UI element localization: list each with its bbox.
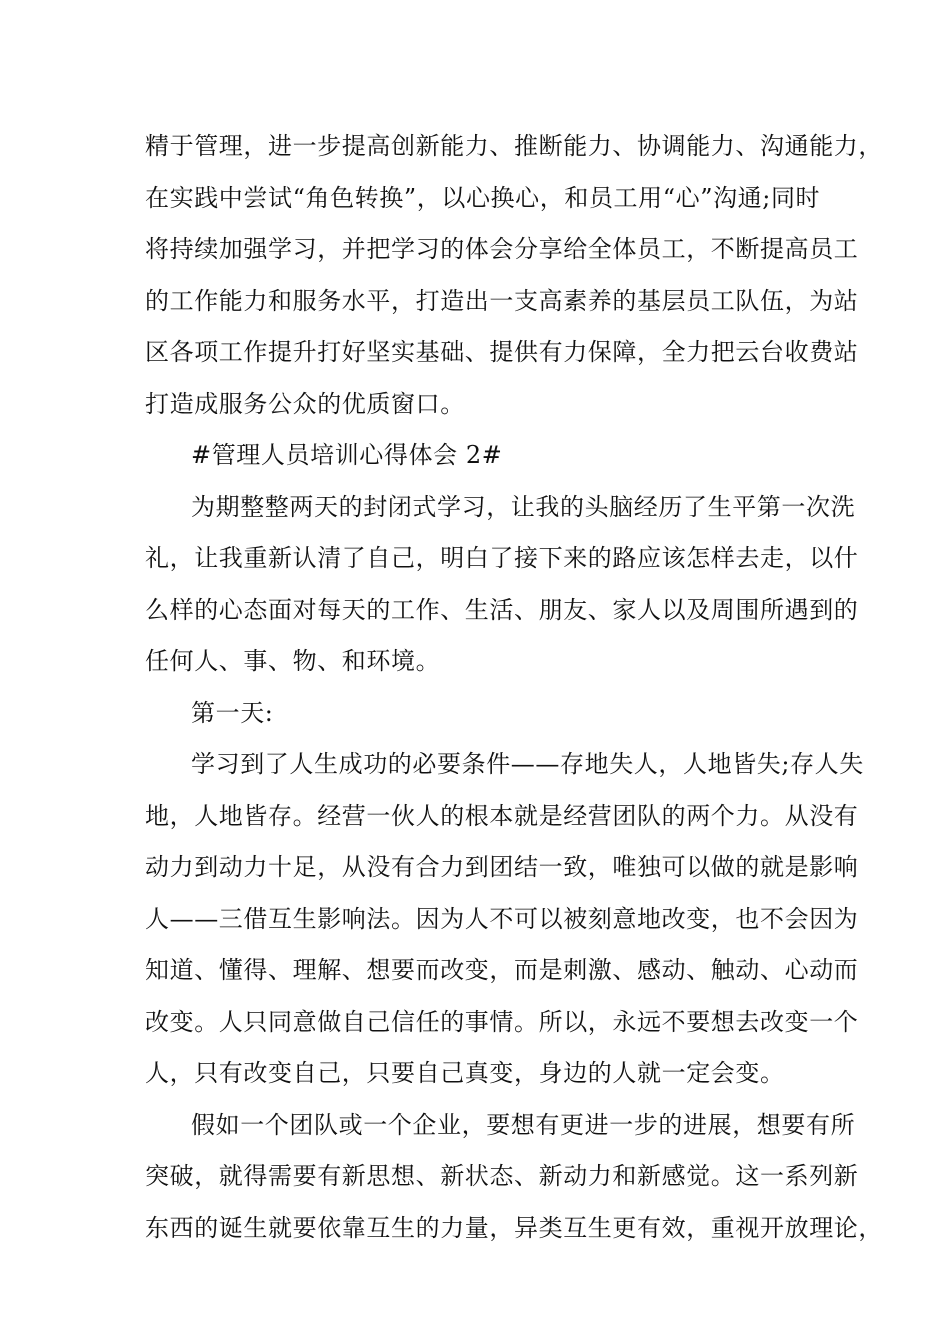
text-line: 改变。人只同意做自己信任的事情。所以，永远不要想去改变一个 [145,1007,859,1036]
text-line: 地，人地皆存。经营一伙人的根本就是经营团队的两个力。从没有 [145,801,859,830]
text-line: 礼，让我重新认清了自己，明白了接下来的路应该怎样去走，以什 [145,544,859,572]
text-line: 人，只有改变自己，只要自己真变，身边的人就一定会变。 [145,1059,785,1087]
text-line: 东西的诞生就要依靠互生的力量，异类互生更有效，重视开放理论， [145,1213,883,1242]
text-line: 在实践中尝试“角色转换”，以心换心，和员工用“心”沟通;同时 [145,183,821,212]
text-line: 假如一个团队或一个企业，要想有更进一步的进展，想要有所 [191,1110,856,1139]
text-line: 么样的心态面对每天的工作、生活、朋友、家人以及周围所遇到的 [145,595,859,624]
text-line: 动力到动力十足，从没有合力到团结一致，唯独可以做的就是影响 [145,853,859,881]
document-body [145,121,883,1254]
text-line: 为期整整两天的封闭式学习，让我的头脑经历了生平第一次洗 [191,492,856,521]
section-heading: #管理人员培训心得体会 2# [191,441,503,469]
text-line: 学习到了人生成功的必要条件——存地失人，人地皆失;存人失 [191,750,864,778]
text-line: 人——三借互生影响法。因为人不可以被刻意地改变，也不会因为 [145,904,859,933]
text-line: 打造成服务公众的优质窗口。 [145,389,465,418]
text-line: 区各项工作提升打好坚实基础、提供有力保障，全力把云台收费站 [145,338,859,366]
text-line: 精于管理，进一步提高创新能力、推断能力、协调能力、沟通能力， [145,132,883,160]
text-line: 任何人、事、物、和环境。 [145,647,441,675]
text-line: 知道、懂得、理解、想要而改变，而是刺激、感动、触动、心动而 [145,956,859,984]
day-heading: 第一天: [191,698,274,727]
text-line: 突破，就得需要有新思想、新状态、新动力和新感觉。这一系列新 [145,1162,859,1190]
text-line: 将持续加强学习，并把学习的体会分享给全体员工，不断提高员工 [145,235,859,263]
text-line: 的工作能力和服务水平，打造出一支高素养的基层员工队伍，为站 [145,286,859,315]
